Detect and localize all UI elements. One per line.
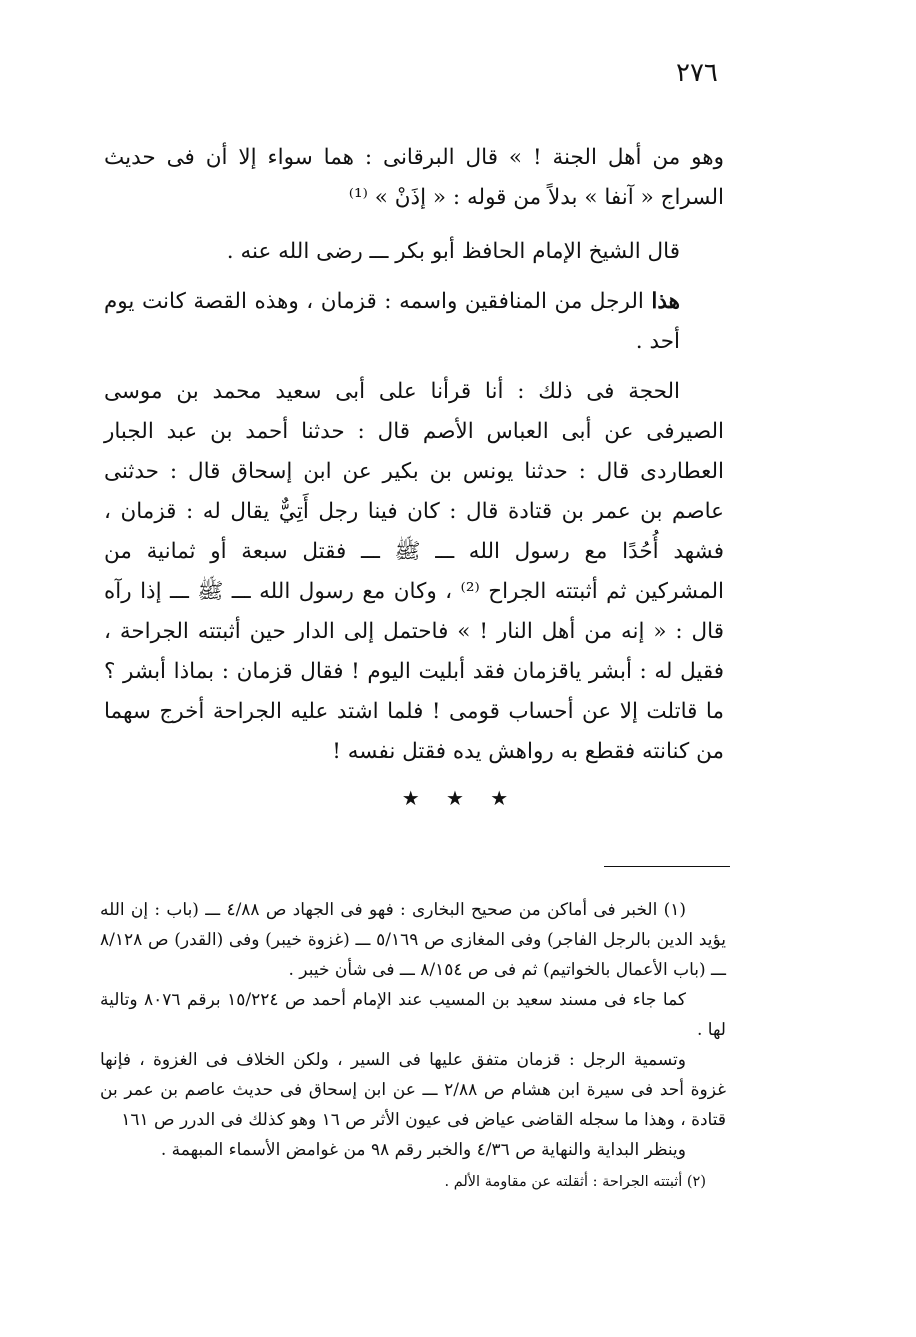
footnote-1-see-also: وينظر البداية والنهاية ص ٤/٣٦ والخبر رقم ٩٨ من غوامض الأسماء المبهمة . <box>160 1140 686 1160</box>
section-separator: ★ ★ ★ <box>401 786 519 810</box>
footnote-2: (٢) أثبتته الجراحة : أثقلته عن مقاومة الألم . <box>444 1174 706 1190</box>
paragraph-evidence: الحجة فى ذلك : أنا قرأنا على أبى سعيد محمد بن موسى الصيرفى عن أبى العباس الأصم قال : حدثنا أحمد بن عبد الجبار العطاردى قال : حدثنا يونس بن بكير عن ابن إسحاق قال : حدثنى عاصم بن عمر بن قتادة قال : كان فينا رجل أَتِيٌّ يقال له : قزمان ، فشهد أُحُدًا مع رسول الله ـــ ﷺ ـــ فقتل سبعة أو ثمانية من المشركين ثم أثبتته الجراح ⁽²⁾ ، وكان مع رسول الله ـــ ﷺ ـــ إذا رآه قال : « إنه من أهل النار ! » فاحتمل إلى الدار حين أثبتته الجراحة ، فقيل له : أبشر ياقزمان فقد أبليت اليوم ! فقال قزمان : بماذا أبشر ؟ ما قاتلت إلا عن أحساب قومى ! فلما اشتد عليه الجراحة أخرج سهما من كنانته فقطع به رواهش يده فقتل نفسه ! <box>104 379 724 764</box>
paragraph-continuation: وهو من أهل الجنة ! » قال البرقانى : هما سواء إلا أن فى حديث السراج « آنفا » بدلاً من قوله : « إذَنْ » ⁽¹⁾ <box>104 145 724 210</box>
paragraph-identification <box>104 282 724 362</box>
footnote-rule <box>604 866 730 867</box>
main-text <box>104 138 724 772</box>
footnote-1: (١) الخبر فى أماكن من صحيح البخارى : فهو فى الجهاد ص ٤/٨٨ ـــ (باب : إن الله يؤيد الدين بالرجل الفاجر) وفى المغازى ص ٥/١٦٩ ـــ (غزوة خيبر) وفى (القدر) ص ٨/١٢٨ ـــ (باب الأعمال بالخواتيم) ثم فى ص ٨/١٥٤ ـــ فى شأن خيبر . <box>100 900 726 980</box>
paragraph-identification-text: الرجل من المنافقين واسمه : قزمان ، وهذه القصة كانت يوم أحد . <box>104 289 680 354</box>
page-number: ٢٧٦ <box>676 58 718 88</box>
footnotes <box>100 895 726 1197</box>
footnote-1-naming: وتسمية الرجل : قزمان متفق عليها فى السير ، ولكن الخلاف فى الغزوة ، فإنها غزوة أحد فى سيرة ابن هشام ص ٢/٨٨ ـــ عن ابن إسحاق فى حديث عاصم بن عمر بن قتادة ، وهذا ما سجله القاضى عياض فى عيون الأثر ص ١٦ وهو كذلك فى الدرر ص ١٦١ <box>100 1050 726 1130</box>
footnote-1-musnad: كما جاء فى مسند سعيد بن المسيب عند الإمام أحمد ص ١٥/٢٢٤ برقم ٨٠٧٦ وتالية لها . <box>100 990 726 1040</box>
paragraph-author-note: قال الشيخ الإمام الحافظ أبو بكر ـــ رضى الله عنه . <box>226 239 680 264</box>
bold-lead-word: هذا <box>651 289 680 314</box>
